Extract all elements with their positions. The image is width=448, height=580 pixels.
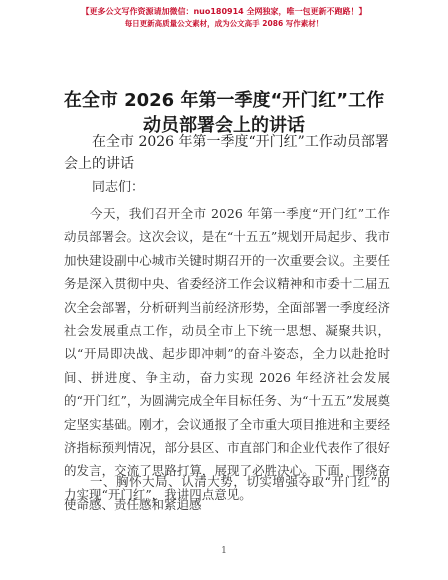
promo-banner — [0, 6, 448, 30]
salutation: 同志们： — [92, 180, 145, 195]
promo-line-2: 每日更新高质量公文素材，成为公文高手 2086 写作素材！ — [124, 19, 324, 28]
document-title: 在全市 2026 年第一季度“开门红”工作动员部署会上的讲话 — [63, 90, 385, 136]
promo-line-1: 【更多公文写作资源请加微信：nuo180914 全网独家，唯一包更新不跑路！】 — [81, 7, 367, 16]
body-paragraph: 今天，我们召开全市 2026 年第一季度“开门红”工作动员部署会。这次会议，是在“十五五”规划开局起步、我市加快建设副中心城市关键时期召开的一次重要会议。主要任务是深入贯彻中央、省委经济工作会议精神和市委十二届五次全会部署，分析研判当前经济形势，全面部署一季度经济社会发展重点工作，动员全市上下统一思想、凝聚共识，以“开局即决战、起步即冲刺”的奋斗姿态，全力以赴抢时间、拼进度、争主动，奋力实现 2026 年经济社会发展的“开门红”，为圆满完成全年目标任务、为“十五五”发展奠定坚实基础。刚才，会议通报了全市重大项目推进和主要经济指标预判情况，部分县区、市直部门和企业代表作了很好的发言，交流了思路打算，展现了必胜决心。下面，围绕奋力实现“开门红”，我讲四点意见。 — [64, 206, 390, 502]
section-heading: 一、胸怀大局、认清大势，切实增强夺取“开门红”的使命感、责任感和紧迫感 — [64, 474, 390, 513]
document-subtitle: 在全市 2026 年第一季度“开门红”工作动员部署会上的讲话 — [64, 134, 389, 172]
page-number: 1 — [221, 546, 227, 556]
